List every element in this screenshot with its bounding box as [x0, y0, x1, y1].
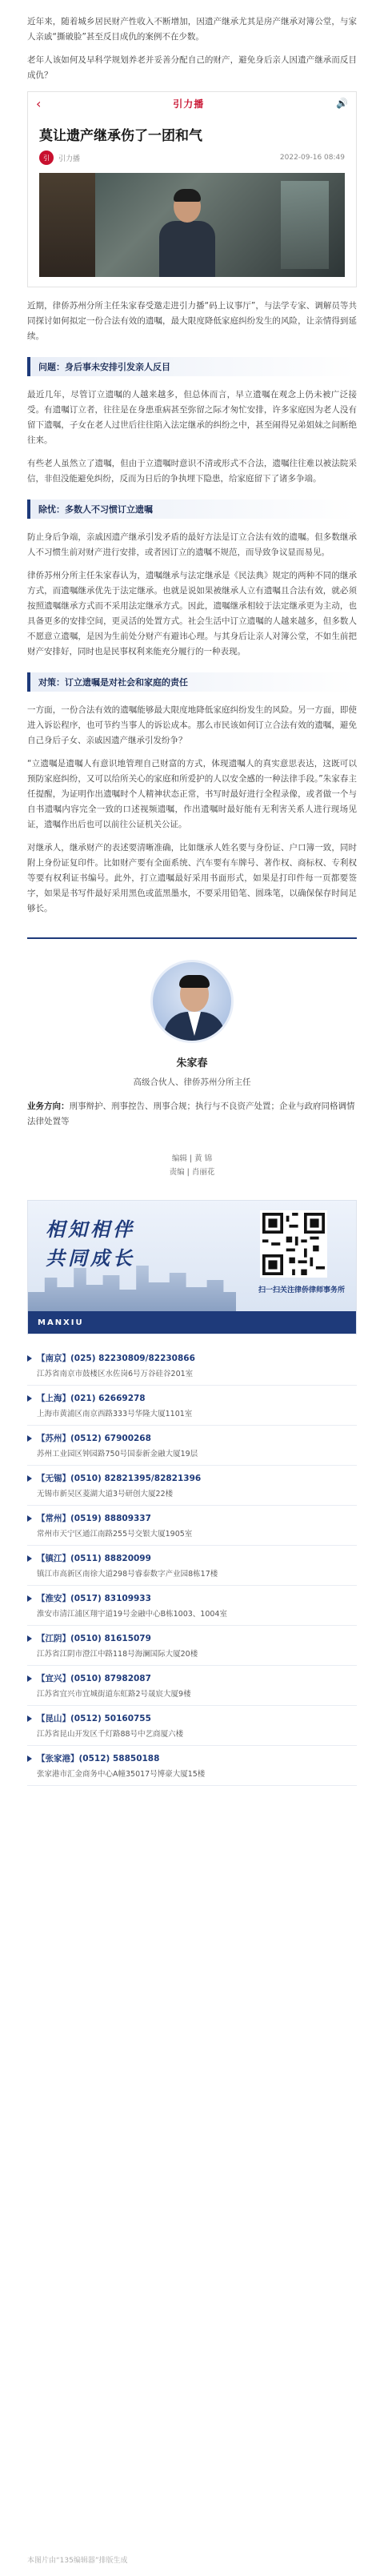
triangle-bullet-icon: [27, 1675, 32, 1682]
video-frame[interactable]: [39, 173, 345, 277]
video-timestamp: 2022-09-16 08:49: [279, 154, 345, 162]
solution-paragraph-1: 一方面，一份合法有效的遗嘱能够最大限度地降低家庭纠纷发生的风险。另一方面，即使进入诉讼程序，也可节约当事人的诉讼成本。那么市民该如何订立合法有效的遗嘱，避免自己身后子女、亲戚因遗产继承引发纷争？: [27, 705, 357, 745]
video-brand: 引力播: [173, 98, 205, 110]
triangle-bullet-icon: [27, 1635, 32, 1642]
office-phone[interactable]: [27, 1712, 357, 1724]
list-item: [27, 1386, 357, 1426]
office-city-phone: 【张家港】(0512) 58850188: [37, 1754, 160, 1763]
triangle-bullet-icon: [27, 1515, 32, 1522]
background-decor: [281, 181, 329, 269]
brand-bar: MANXIU: [28, 1311, 356, 1334]
lawyer-bio: [0, 939, 384, 1179]
lawyer-role: 高级合伙人、律侨苏州分所主任: [133, 1077, 251, 1087]
worry-paragraph-1: 防止身后争端，亲戚因遗产继承引发矛盾的最好方法是订立合法有效的遗嘱。但多数继承人不习惯生前对财产进行安排，或者因订立的遗嘱不规范，而导致争议显而易见。: [27, 532, 357, 557]
office-address: 镇江市高新区南徐大道298号睿泰数字产业园8栋17楼: [37, 1570, 218, 1579]
office-phone[interactable]: [27, 1472, 357, 1484]
triangle-bullet-icon: [27, 1715, 32, 1722]
triangle-bullet-icon: [27, 1475, 32, 1482]
triangle-bullet-icon: [27, 1355, 32, 1362]
office-address: 苏州工业园区钟园路750号国泰新金融大厦19层: [37, 1450, 198, 1459]
solution-paragraph-2: “立遗嘱是遗嘱人有意识地管理自己财富的方式，体现遗嘱人的真实意思表达，这既可以预防家庭纠纷，又可以给所关心的家庭和所爱护的人以安全感的一种法律手段。”朱家春主任提醒，为证明作出遗嘱时个人精神状态正常，书写时最好进行全程录像，或者做一个与自书遗嘱内容完全一致的口述视频遗嘱，作出遗嘱时最好能有无利害关系人进行现场见证，遗嘱作出后也可以前往公证机关公证。: [27, 759, 357, 829]
lawyer-practice-area: [27, 1099, 357, 1130]
list-item: [27, 1506, 357, 1546]
avatar: [150, 960, 234, 1043]
promo-banner: [27, 1200, 357, 1334]
speaker-figure: [159, 191, 215, 277]
office-city-phone: 【南京】(025) 82230809/82230866: [37, 1354, 195, 1363]
practice-area-text: 刑事辩护、刑事控告、刑事合规；执行与不良资产处置；企业与政府同格调情法律处置等: [27, 1101, 355, 1126]
video-header: [28, 92, 356, 114]
editor-line: 编辑 | 黄 锦: [171, 1154, 213, 1163]
office-city-phone: 【昆山】(0512) 50160755: [37, 1714, 151, 1723]
section-heading-problem: 问题：身后事未安排引发亲人反目: [27, 357, 357, 376]
office-phone[interactable]: [27, 1432, 357, 1444]
office-city-phone: 【无锡】(0510) 82821395/82821396: [37, 1474, 202, 1483]
section-heading-solution: 对策：订立遗嘱是对社会和家庭的责任: [27, 672, 357, 692]
office-address: 江苏省南京市鼓楼区水佐岗6号万谷硅谷201室: [37, 1370, 194, 1378]
list-item: [27, 1706, 357, 1746]
triangle-bullet-icon: [27, 1555, 32, 1562]
office-city-phone: 【上海】(021) 62669278: [37, 1394, 146, 1403]
list-item: [27, 1466, 357, 1506]
office-phone[interactable]: [27, 1632, 357, 1644]
solution-paragraph-3: 对继承人，继承财产的表述要清晰准确，比如继承人姓名要与身份证、户口簿一致，同时附上身份证复印件。比如财产要有全面系统、汽车要有车牌号、著作权、商标权、专利权等要有权利证书编号。此外，打立遗嘱最好采用书面形式，如果是打印件每一页都要签字，如果是书写件最好采用黑色或蓝黑墨水，不要采用铅笔、圆珠笔，以确保保存时间足够长。: [27, 843, 357, 913]
event-paragraph: 近期，律侨苏州分所主任朱家春受邀走进引力播“码上议事厅”，与法学专家、调解员等共同探讨如何拟定一份合法有效的遗嘱，最大限度降低家庭纠纷发生的风险，让亲情得到延续。: [27, 301, 357, 341]
chief-editor-line: 责编 | 肖丽花: [169, 1168, 215, 1177]
triangle-bullet-icon: [27, 1595, 32, 1602]
video-source-name: 引力播: [58, 154, 81, 163]
editor-credits: [27, 1152, 357, 1179]
back-arrow-icon[interactable]: ‹: [36, 95, 42, 111]
lawyer-name: 朱家春: [176, 1057, 208, 1069]
office-phone[interactable]: [27, 1352, 357, 1364]
list-item: [27, 1426, 357, 1466]
list-item: [27, 1546, 357, 1586]
video-meta: [28, 150, 356, 173]
triangle-bullet-icon: [27, 1755, 32, 1762]
office-list: [0, 1334, 384, 1786]
office-phone[interactable]: [27, 1752, 357, 1764]
office-address: 无锡市新吴区菱湖大道3号研创大厦22楼: [37, 1490, 174, 1499]
article-body: [0, 0, 384, 939]
qr-code-icon[interactable]: [260, 1210, 327, 1278]
office-city-phone: 【宜兴】(0510) 87982087: [37, 1674, 151, 1683]
office-address: 常州市天宁区通江南路255号交银大厦1905室: [37, 1530, 193, 1539]
list-item: [27, 1586, 357, 1626]
office-address: 江苏省江阴市澄江中路118号海澜国际大厦20楼: [37, 1650, 198, 1659]
office-address: 淮安市清江浦区翔宇道19号金融中心B栋1003、1004室: [37, 1610, 227, 1619]
list-item: [27, 1666, 357, 1706]
footer-note: 本图片由“135编辑器”排版生成: [27, 2557, 128, 2565]
office-address: 江苏省宜兴市宜城街道东虹路2号晟宸大厦9楼: [37, 1690, 191, 1699]
office-city-phone: 【常州】(0519) 88809337: [37, 1514, 151, 1523]
office-city-phone: 【镇江】(0511) 88820099: [37, 1554, 151, 1563]
banner-slogan-1: 相知相伴: [46, 1218, 135, 1241]
source-logo-icon: 引: [39, 150, 54, 165]
triangle-bullet-icon: [27, 1395, 32, 1402]
worry-paragraph-2: 律侨苏州分所主任朱家春认为，遗嘱继承与法定继承是《民法典》规定的两种不同的继承方式，而遗嘱继承优先于法定继承。也就是说如果被继承人立有遗嘱且合法有效，就必须按照遗嘱继承方式而不采用法定继承方式。因此，遗嘱继承相较于法定继承更为主动，也具备更多的安排空间，更灵活的处置方式。社会生活中订立遗嘱的人越来越多，但多数人不愿意立遗嘱，是因为生前处分财产有避讳心理。与其身后让亲人对簿公堂，不如生前把财产安排好，同时也是民事权利来能充分履行的一种表现。: [27, 571, 357, 656]
video-card[interactable]: [27, 91, 357, 287]
bookshelf: [39, 173, 95, 277]
section-heading-worry: 除忧：多数人不习惯订立遗嘱: [27, 500, 357, 519]
intro-question: 老年人该如何及早科学规划养老并妥善分配自己的财产，避免身后亲人因遗产继承而反目成仇？: [27, 55, 357, 80]
office-phone[interactable]: [27, 1672, 357, 1684]
office-phone[interactable]: [27, 1512, 357, 1524]
office-city-phone: 【江阴】(0510) 81615079: [37, 1634, 151, 1643]
list-item: [27, 1626, 357, 1666]
speaker-icon[interactable]: 🔊: [336, 98, 348, 109]
list-item: [27, 1746, 357, 1786]
office-phone[interactable]: [27, 1392, 357, 1404]
video-title: 莫让遗产继承伤了一团和气: [39, 128, 202, 144]
video-source: [39, 150, 80, 165]
list-item: [27, 1346, 357, 1386]
office-city-phone: 【苏州】(0512) 67900268: [37, 1434, 151, 1443]
office-address: 上海市黄浦区南京西路333号华隆大厦1101室: [37, 1410, 193, 1418]
office-address: 江苏省昆山开发区千灯路88号中艺商厦六楼: [37, 1730, 184, 1739]
intro-paragraph: 近年来，随着城乡居民财产性收入不断增加，因遗产继承尤其是房产继承对簿公堂，与家人亲戚“撕破脸”甚至反目成仇的案例不在少数。: [27, 17, 357, 42]
office-city-phone: 【淮安】(0517) 83109933: [37, 1594, 151, 1603]
office-phone[interactable]: [27, 1552, 357, 1564]
triangle-bullet-icon: [27, 1435, 32, 1442]
practice-area-label: 业务方向：: [27, 1101, 70, 1111]
banner-slogan-2: 共同成长: [46, 1246, 135, 1270]
office-phone[interactable]: [27, 1592, 357, 1604]
problem-paragraph-2: 有些老人虽然立了遗嘱，但由于立遗嘱时意识不清或形式不合法，遗嘱往往难以被法院采信，非但没能避免纠纷，反而为日后的争执埋下隐患，给家庭留下了诸多争端。: [27, 459, 357, 484]
office-address: 张家港市汇金商务中心A幢35017号博豪大厦15楼: [37, 1770, 206, 1779]
problem-paragraph-1: 最近几年，尽管订立遗嘱的人越来越多，但总体而言，早立遗嘱在观念上仍未被广泛接受。有遗嘱订立者，往往是在身患重病甚至弥留之际才匆忙安排，许多家庭因为老人没有留下遗嘱，子女在老人过世后往往陷入法定继承的纠纷之中，甚至闹得兄弟姐妹之间断绝往来。: [27, 390, 357, 445]
qr-caption: 扫一扫关注律侨律师事务所: [258, 1286, 345, 1294]
